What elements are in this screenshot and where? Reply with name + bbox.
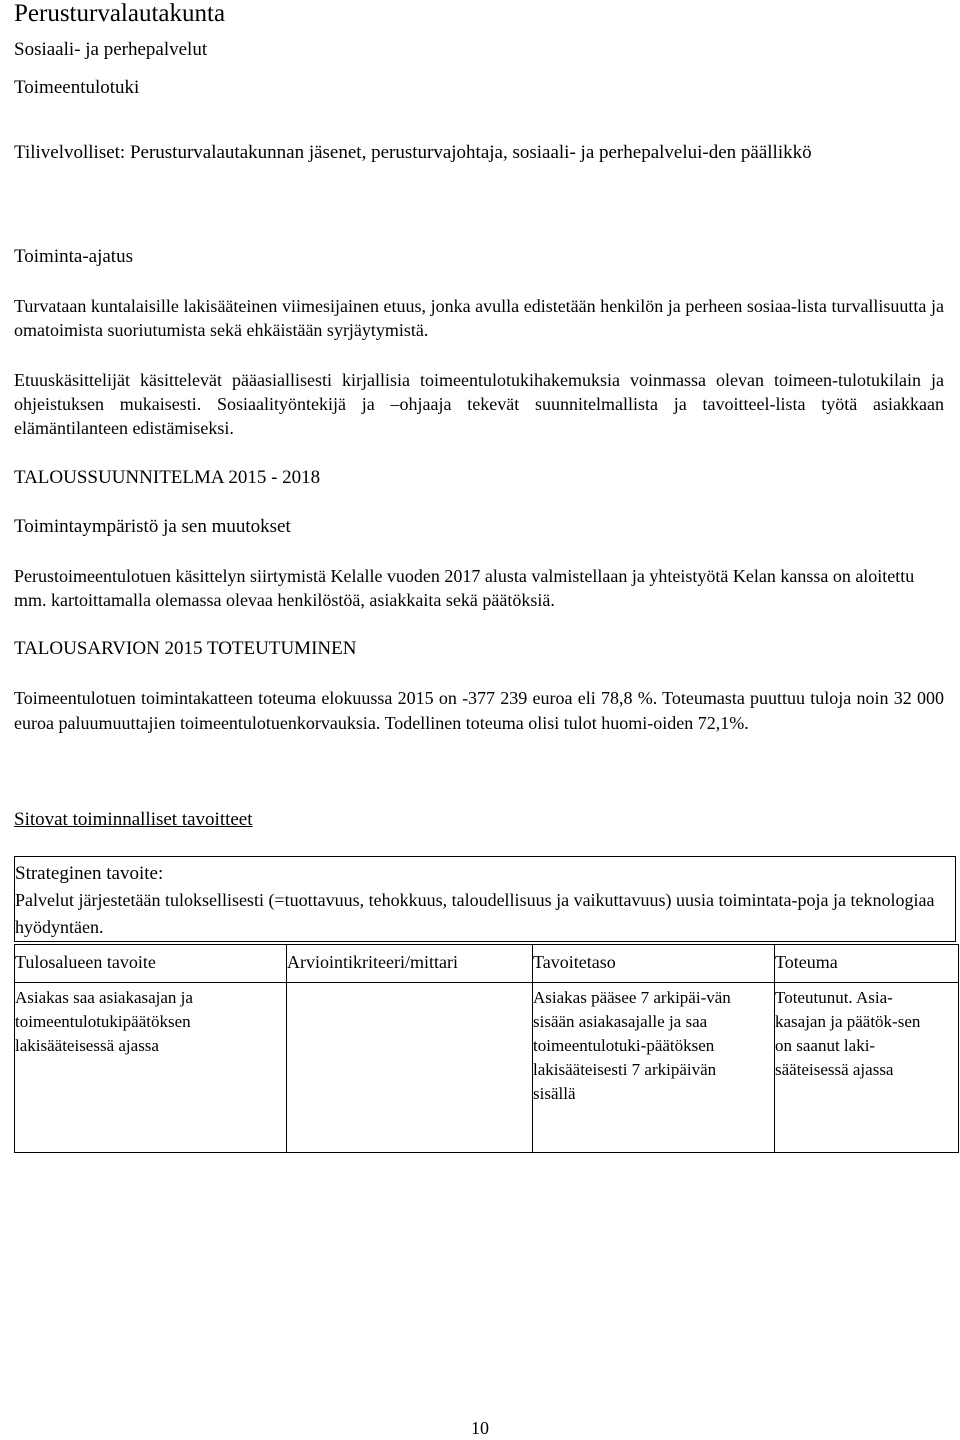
environment-paragraph: Perustoimeentulotuen käsittelyn siirtymistä Kelalle vuoden 2017 alusta valmistellaan ja yhteistyötä Kelan kanssa on aloitettu mm. kartoittamalla olemassa olevaa henkilöstöä, asiakkaita sekä päätöksiä. xyxy=(14,566,915,610)
handlers-paragraph: Etuuskäsittelijät käsittelevät pääasiallisesti kirjallisia toimeentulotukihakemuksia voinmassa olevan toimeen-tulotukilain ja ohjeistuksen mukaisesti. Sosiaalityöntekijä ja –ohjaaja tekevät suunnitelmallista ja tavoitteel-lista työtä asiakkaan elämäntilanteen edistämiseksi. xyxy=(14,370,944,438)
binding-goals-heading: Sitovat toiminnalliset tavoitteet xyxy=(14,809,253,830)
strategic-goal-text: Palvelut järjestetään tuloksellisesti (=tuottavuus, tehokkuus, taloudellisuus ja vaikuttavuus) uusia toimintata-poja ja teknologiaa hyödyntäen. xyxy=(15,890,935,937)
mission-paragraph: Turvataan kuntalaisille lakisääteinen viimesijainen etuus, jonka avulla edistetään henkilön ja perheen sosiaa-lista turvallisuutta ja omatoimista suoriutumista sekä ehkäistään syrjäytymistä. xyxy=(14,296,944,340)
cell-target-level xyxy=(533,983,775,1153)
mission-heading: Toiminta-ajatus xyxy=(14,246,133,267)
cell-realization xyxy=(775,983,959,1153)
header-realization: Toteuma xyxy=(775,945,959,983)
strategic-goal-label: Strateginen tavoite: xyxy=(15,863,164,884)
page-number: 10 xyxy=(471,1418,489,1438)
table-header-row xyxy=(15,945,959,983)
cell-goal xyxy=(15,983,287,1153)
table-row xyxy=(15,983,959,1153)
section-subtitle: Sosiaali- ja perhepalvelut xyxy=(14,39,208,60)
header-goal: Tulosalueen tavoite xyxy=(15,945,287,983)
cell-target-level-text: Asiakas pääsee 7 arkipäi-vän sisään asiakasajalle ja saa toimeentulotuki-päätöksen lakisääteisesti 7 arkipäivän sisällä xyxy=(533,988,731,1103)
environment-heading: Toimintaympäristö ja sen muutokset xyxy=(14,516,291,537)
strategic-goal-box xyxy=(14,856,956,942)
accountable-persons: Tilivelvolliset: Perusturvalautakunnan jäsenet, perusturvajohtaja, sosiaali- ja perhepalvelui-den päällikkö xyxy=(14,142,812,163)
realization-heading: TALOUSARVION 2015 TOTEUTUMINEN xyxy=(14,638,357,659)
cell-realization-text: Toteutunut. Asia-kasajan ja päätök-sen on saanut laki-sääteisessä ajassa xyxy=(775,988,921,1079)
realization-paragraph: Toimeentulotuen toimintakatteen toteuma elokuussa 2015 on -377 239 euroa eli 78,8 %. Toteumasta puuttuu tuloja noin 32 000 euroa paluumuuttajien toimeentulotuenkorvauksia. Todellinen toteuma olisi tulot huomi-oiden 72,1%. xyxy=(14,688,944,733)
page-title: Perusturvalautakunta xyxy=(14,0,226,27)
unit-subtitle: Toimeentulotuki xyxy=(14,77,140,98)
cell-goal-text: Asiakas saa asiakasajan ja toimeentulotukipäätöksen lakisääteisessä ajassa xyxy=(15,988,193,1055)
goals-table xyxy=(14,944,959,1153)
plan-heading: TALOUSSUUNNITELMA 2015 - 2018 xyxy=(14,467,321,488)
cell-criteria xyxy=(287,983,533,1153)
header-criteria: Arviointikriteeri/mittari xyxy=(287,945,533,983)
header-target-level: Tavoitetaso xyxy=(533,945,775,983)
